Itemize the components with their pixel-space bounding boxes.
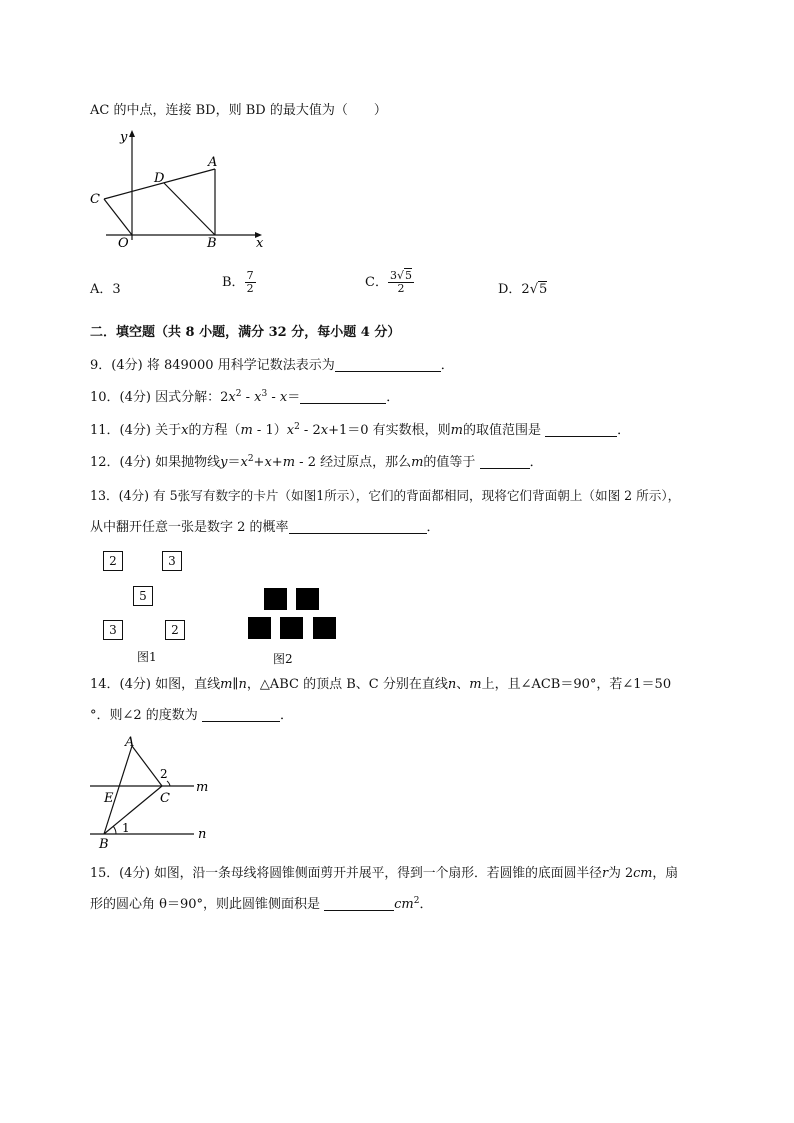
face-down-card [248, 617, 271, 639]
figure-2-caption: 图2 [273, 652, 293, 666]
face-down-card [296, 588, 319, 610]
q8-label-b: B [207, 236, 217, 251]
question-15-line2: 形的圆心角 θ＝90°，则此圆锥侧面积是 $cm^2$． [90, 896, 433, 912]
face-down-card [264, 588, 287, 610]
figure-1-caption: 图1 [137, 650, 157, 664]
question-15-line1: 15．(4分) 如图，沿一条母线将圆锥侧面剪开并展平，得到一个扇形．若圆锥的底面圆半径r为 2cm，扇 [90, 866, 679, 881]
q8-option-a: A．3 [90, 282, 121, 297]
card: 3 [162, 551, 182, 571]
question-9: 9．(4分) 将 849000 用科学记数法表示为 ． [90, 358, 454, 373]
q8-figure [84, 128, 274, 252]
q8-intro: AC 的中点，连接 BD，则 BD 的最大值为（ ） [90, 103, 387, 118]
q14-label-one: 1 [122, 821, 130, 835]
q14-figure [86, 734, 216, 852]
question-13-line1: 13．(4分) 有 5张写有数字的卡片（如图1所示），它们的背面都相同，现将它们背面朝上（如图 2 所示）， [90, 488, 681, 503]
q14-label-n: n [198, 827, 207, 842]
q8-label-y: y [120, 130, 128, 145]
answer-blank[interactable] [335, 357, 441, 372]
q8-option-c: C． $\frac{3√5}{2}$ [365, 269, 412, 295]
question-10: 10．(4分) 因式分解：$2x^2 - x^3 - x=$ ． [90, 389, 400, 405]
question-11: 11．(4分) 关于x的方程$(m - 1)x^2 - 2x+1=0$ 有实数根，则m的取值范围是 ． [90, 422, 631, 438]
face-down-card [313, 617, 336, 639]
q8-label-d: D [154, 171, 165, 186]
card: 5 [133, 586, 153, 606]
answer-blank[interactable] [202, 707, 280, 722]
q14-label-b: B [99, 837, 109, 852]
card: 3 [103, 620, 123, 640]
q8-label-c: C [90, 192, 100, 207]
answer-blank[interactable] [480, 454, 530, 469]
question-14-line2: °．则∠2 的度数为 ． [90, 708, 293, 723]
q8-label-x: x [256, 236, 264, 251]
q14-label-c: C [160, 791, 170, 806]
q14-label-two: 2 [160, 767, 168, 781]
q14-label-e: E [104, 791, 114, 806]
q8-option-b: B． $\frac{7}{2}$ [222, 269, 254, 295]
question-12: 12．(4分) 如果抛物线$y=x^2+x+m - 2$ 经过原点，那么m的值等于 ． [90, 454, 543, 470]
q8-label-o: O [118, 236, 129, 251]
answer-blank[interactable] [545, 422, 617, 437]
answer-blank[interactable] [300, 389, 386, 404]
section-title: 二．填空题（共 8 小题，满分 32 分，每小题 4 分） [90, 325, 401, 340]
face-down-card [280, 617, 303, 639]
q14-label-m: m [196, 780, 209, 795]
question-14-line1: 14．(4分) 如图，直线m∥n，△ABC 的顶点 B、C 分别在直线n、m上，且∠ACB＝90°，若∠1＝50 [90, 677, 672, 692]
answer-blank[interactable] [324, 896, 394, 911]
card: 2 [165, 620, 185, 640]
q14-label-a: A [125, 735, 135, 750]
card: 2 [103, 551, 123, 571]
answer-blank[interactable] [289, 519, 427, 534]
q8-option-d: D．2√5 [498, 282, 548, 297]
question-13-line2: 从中翻开任意一张是数字 2 的概率 ． [90, 520, 440, 535]
q8-label-a: A [208, 155, 218, 170]
